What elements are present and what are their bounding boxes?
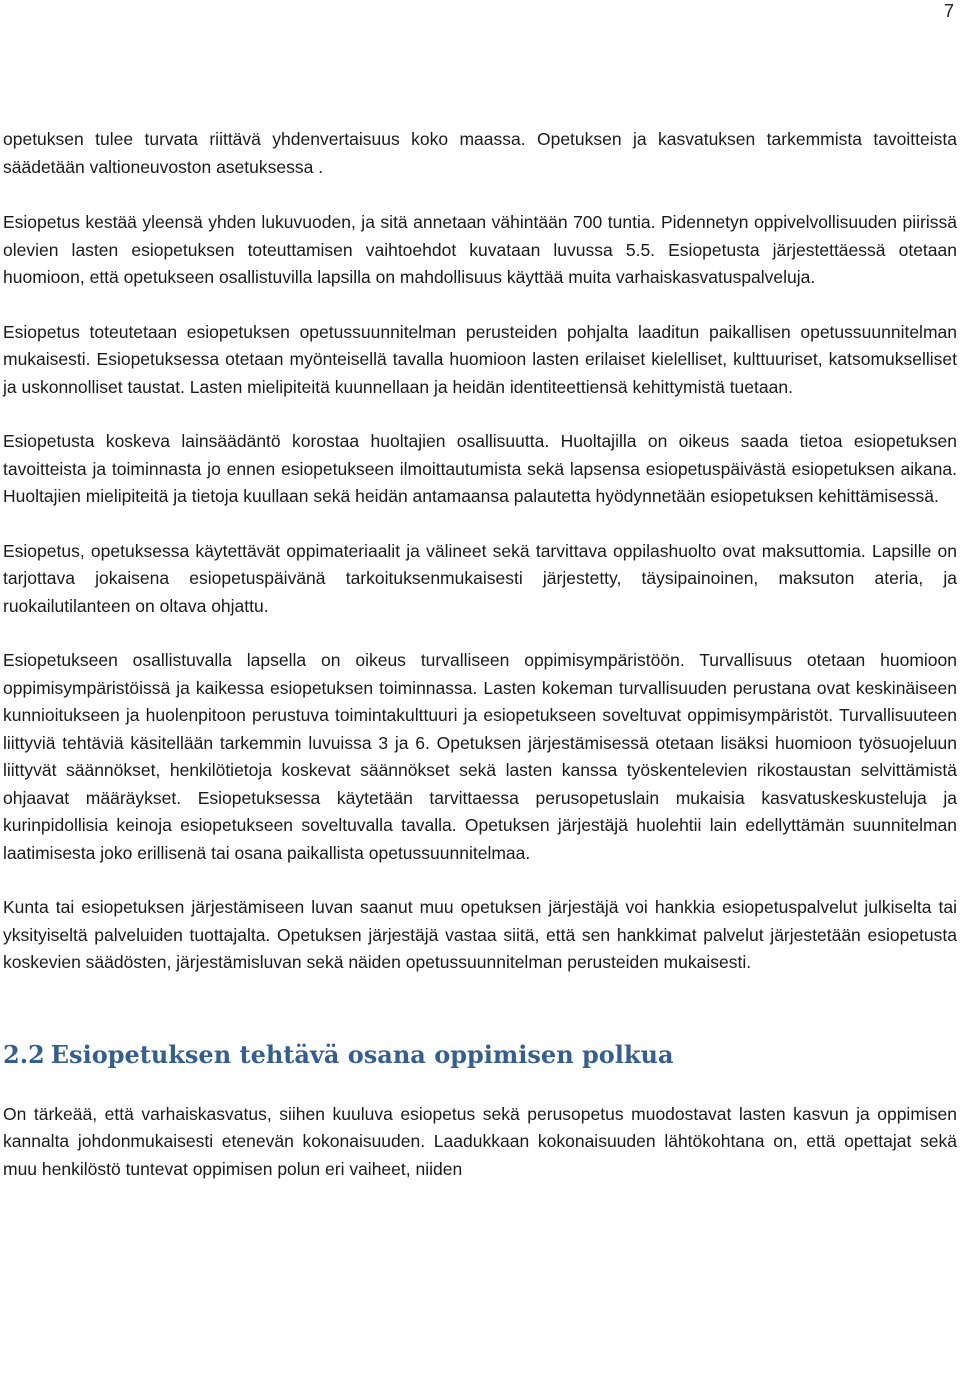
paragraph-safety: Esiopetukseen osallistuvalla lapsella on oikeus turvalliseen oppimisympäristöön. Turvallisuus otetaan huomioon oppimisympäristöissä ja kaikessa esiopetuksen toiminnassa. Lasten kokeman turvallisuuden perustana ovat keskinäiseen kunnioitukseen ja huolenpitoon perustuva toimintakulttuuri ja esiopetukseen soveltuvat oppimisympäristöt. Turvallisuuteen liittyviä tehtäviä käsitellään tarkemmin luvuissa 3 ja 6. Opetuksen järjestämisessä otetaan lisäksi huomioon työsuojeluun liittyvät säännökset, henkilötietoja koskevat säännökset sekä lasten kanssa työskentelevien rikostaustan selvittämistä ohjaavat määräykset. Esiopetuksessa käytetään tarvittaessa perusopetuslain mukaisia kasvatuskeskusteluja ja kurinpidollisia keinoja esiopetukseen soveltuvalla tavalla. Opetuksen järjestäjä huolehtii lain edellyttämän suunnitelman laatimisesta joko erillisenä tai osana paikallista opetussuunnitelmaa. xyxy=(3,650,957,863)
section-heading xyxy=(3,1039,957,1071)
paragraph-free-of-charge: Esiopetus, opetuksessa käytettävät oppimateriaalit ja välineet sekä tarvittava oppilashuolto ovat maksuttomia. Lapsille on tarjottava jokaisena esiopetuspäivänä tarkoituksenmukaisesti järjestetty, täysipainoinen, maksuton ateria, ja ruokailutilanteen on oltava ohjattu. xyxy=(3,540,957,616)
paragraph-curriculum: Esiopetus toteutetaan esiopetuksen opetussuunnitelman perusteiden pohjalta laaditun paikallisen opetussuunnitelman mukaisesti. Esiopetuksessa otetaan myönteisellä tavalla huomioon lasten erilaiset kielelliset, kulttuuriset, katsomukselliset ja uskonnolliset taustat. Lasten mielipiteitä kuunnellaan ja heidän identiteettiensä kehittymistä tuetaan. xyxy=(3,321,957,397)
paragraph-providers: Kunta tai esiopetuksen järjestämiseen luvan saanut muu opetuksen järjestäjä voi hankkia esiopetuspalvelut julkiselta tai yksityiseltä palveluiden tuottajalta. Opetuksen järjestäjä vastaa siitä, että sen hankkimat palvelut järjestetään esiopetusta koskevien säädösten, järjestämisluvan sekä näiden opetussuunnitelman perusteiden mukaisesti. xyxy=(3,897,957,972)
page-number: 7 xyxy=(943,1,954,21)
section-title: Esiopetuksen tehtävä osana oppimisen polkua xyxy=(50,1039,674,1069)
document-body xyxy=(3,126,957,1210)
paragraph-learning-path: On tärkeää, että varhaiskasvatus, siihen kuuluva esiopetus sekä perusopetus muodostavat lasten kasvun ja oppimisen kannalta johdonmukaisesti etenevän kokonaisuuden. Laadukkaan kokonaisuuden lähtökohtana on, että opettajat sekä muu henkilöstö tuntevat oppimisen polun eri vaiheet, niiden xyxy=(3,1103,957,1179)
paragraph-equality: opetuksen tulee turvata riittävä yhdenvertaisuus koko maassa. Opetuksen ja kasvatuksen tarkemmista tavoitteista säädetään valtioneuvoston asetuksessa . xyxy=(3,129,957,177)
section-number: 2.2 xyxy=(3,1039,45,1069)
paragraph-duration: Esiopetus kestää yleensä yhden lukuvuoden, ja sitä annetaan vähintään 700 tuntia. Pidennetyn oppivelvollisuuden piirissä olevien lasten esiopetuksen toteuttamisen vaihtoehdot kuvataan luvussa 5.5. Esiopetusta järjestettäessä otetaan huomioon, että opetukseen osallistuvilla lapsilla on mahdollisuus käyttää muita varhaiskasvatuspalveluja. xyxy=(3,212,957,287)
paragraph-guardians: Esiopetusta koskeva lainsäädäntö korostaa huoltajien osallisuutta. Huoltajilla on oikeus saada tietoa esiopetuksen tavoitteista ja toiminnasta jo ennen esiopetukseen ilmoittautumista sekä lapsensa esiopetuspäivästä esiopetuksen aikana. Huoltajien mielipiteitä ja tietoja kuullaan sekä heidän antamaansa palautetta hyödynnetään esiopetuksen kehittämisessä. xyxy=(3,431,957,506)
